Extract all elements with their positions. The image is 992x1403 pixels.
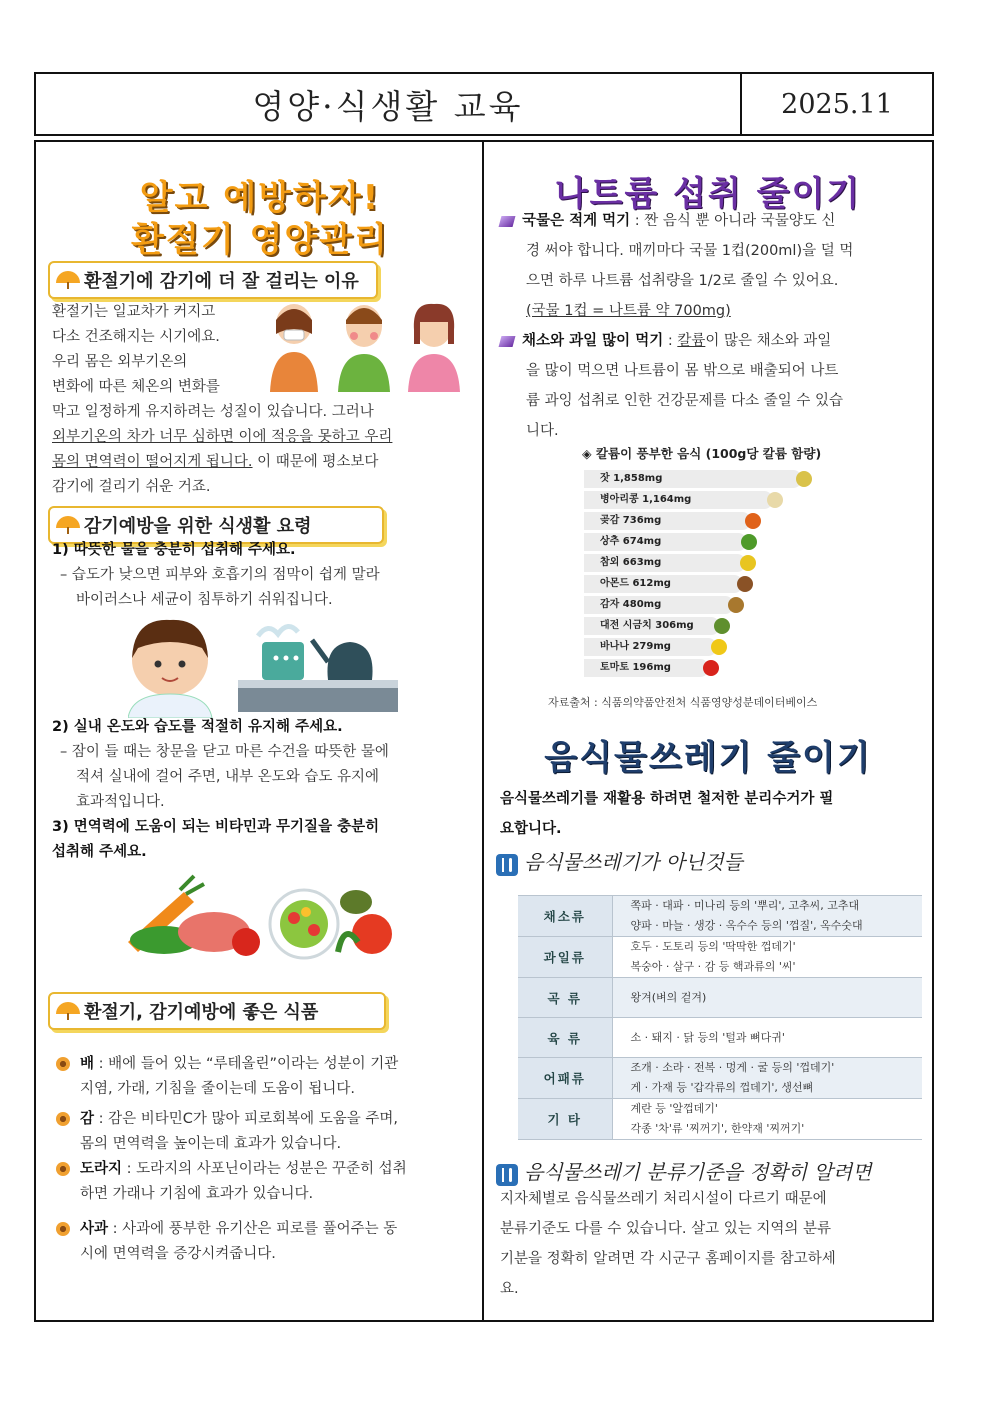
text-line: 환절기는 일교차가 커지고 xyxy=(52,304,216,320)
desc-line: 복숭아 · 살구 · 감 등 핵과류의 '씨' xyxy=(630,960,796,973)
table-desc xyxy=(612,1058,922,1099)
chart-food-marker xyxy=(711,639,727,655)
tip-text: 이 많은 채소와 과일 xyxy=(705,333,832,349)
table-desc xyxy=(612,978,922,1018)
food-name: 도라지 xyxy=(80,1161,123,1177)
food-desc-cont: 시에 면역력을 증강시켜줍니다. xyxy=(80,1246,276,1262)
text-line: – 습도가 낮으면 피부와 호흡기의 점막이 쉽게 말라 xyxy=(60,567,380,583)
chart-food-marker xyxy=(737,576,753,592)
left-title-line1: 알고 예방하자! xyxy=(139,178,381,218)
food-desc: : 도라지의 사포닌이라는 성분은 꾸준히 섭취 xyxy=(122,1161,407,1177)
chart-food-marker xyxy=(741,534,757,550)
tip-text: : 짠 음식 뿐 아니라 국물양도 신 xyxy=(630,213,836,229)
umbrella-icon xyxy=(56,271,80,289)
chart-bar: 참외 663mg xyxy=(584,554,746,572)
text-line: 지자체별로 음식물쓰레기 처리시설이 다르기 때문에 xyxy=(500,1191,827,1207)
sec1-body xyxy=(52,400,472,500)
chart-source: 자료출처 : 식품의약품안전처 식품영양성분데이터베이스 xyxy=(548,696,818,709)
desc-line: 양파 · 마늘 · 생강 · 옥수수 등의 '껍질', 옥수숫대 xyxy=(630,919,863,932)
waste-outro xyxy=(500,1184,920,1304)
cutlery-icon xyxy=(496,854,518,876)
sick-people-illustration xyxy=(262,300,468,392)
purple-bullet-icon xyxy=(499,216,516,227)
chart-bar: 상추 674mg xyxy=(584,533,747,551)
text-line: 분류기준도 다를 수 있습니다. 살고 있는 지역의 분류 xyxy=(500,1221,832,1237)
text-line: 니다. xyxy=(526,423,559,439)
table-category: 곡 류 xyxy=(518,978,612,1018)
tip3-title-cont: 섭취해 주세요. xyxy=(52,844,147,860)
chart-food-marker xyxy=(796,471,812,487)
sodium-tip-vegetables xyxy=(500,326,920,356)
desc-line: 계란 등 '알껍데기' xyxy=(630,1102,718,1115)
waste-subheading-criteria xyxy=(496,1156,872,1186)
subheading-label: 음식물쓰레기 분류기준을 정확히 알려면 xyxy=(524,1160,872,1184)
table-desc xyxy=(612,1018,922,1058)
flower-bullet-icon xyxy=(56,1222,70,1236)
text-line-underlined: 외부기온의 차가 너무 심하면 이에 적응을 못하고 우리 xyxy=(52,429,393,445)
food-desc-cont: 하면 가래나 기침에 효과가 있습니다. xyxy=(80,1186,314,1202)
text-line: 요합니다. xyxy=(500,821,562,837)
subheading-label: 음식물쓰레기가 아닌것들 xyxy=(524,850,743,874)
text-line: 음식물쓰레기를 재활용 하려면 철저한 분리수거가 필 xyxy=(500,791,834,807)
tip-label: 채소와 과일 많이 먹기 xyxy=(522,333,664,349)
table-category: 과일류 xyxy=(518,937,612,978)
page-header xyxy=(34,72,934,136)
tip2-block xyxy=(52,715,472,865)
chart-food-marker xyxy=(767,492,783,508)
text-line: 요. xyxy=(500,1281,519,1297)
table-row xyxy=(518,1018,922,1058)
desc-line: 호두 · 도토리 등의 '딱딱한 껍데기' xyxy=(630,940,796,953)
flower-bullet-icon xyxy=(56,1057,70,1071)
chart-food-marker xyxy=(745,513,761,529)
chart-bar: 곶감 736mg xyxy=(584,512,751,530)
text-line: 기분을 정확히 알려면 각 시군구 홈페이지를 참고하세 xyxy=(500,1251,836,1267)
food-name: 배 xyxy=(80,1056,95,1072)
text-span: 이 때문에 평소보다 xyxy=(252,454,379,470)
chart-food-marker xyxy=(714,618,730,634)
table-desc xyxy=(612,896,922,937)
text-line: 변화에 따른 체온의 변화를 xyxy=(52,379,220,395)
food-item-bellflower xyxy=(56,1157,472,1207)
sec1-intro xyxy=(52,300,292,400)
sodium-title: 나트륨 섭취 줄이기 xyxy=(554,174,862,214)
desc-line: 소 · 돼지 · 닭 등의 '털과 뼈다귀' xyxy=(630,1030,785,1044)
chart-food-marker xyxy=(703,660,719,676)
table-category: 채소류 xyxy=(518,896,612,937)
waste-intro xyxy=(500,784,920,844)
issue-date: 2025.11 xyxy=(781,88,893,120)
food-desc: : 배에 들어 있는 “루테올린”이라는 성분이 기관 xyxy=(94,1056,399,1072)
potassium-chart xyxy=(584,470,840,684)
tip3-title: 3) 면역력에 도움이 되는 비타민과 무기질을 충분히 xyxy=(52,819,380,835)
umbrella-icon xyxy=(56,1002,80,1020)
column-divider xyxy=(482,140,484,1322)
text-underlined: 몸의 면역력이 떨어지게 됩니다. xyxy=(52,454,253,470)
good-foods-list xyxy=(56,1052,472,1267)
chart-bar: 잣 1,858mg xyxy=(584,470,802,488)
chart-food-marker xyxy=(740,555,756,571)
desc-line: 왕겨(벼의 겉겨) xyxy=(630,990,707,1004)
chart-bar: 감자 480mg xyxy=(584,596,734,614)
flower-bullet-icon xyxy=(56,1162,70,1176)
desc-line: 조개 · 소라 · 전복 · 멍게 · 굴 등의 '껍데기' xyxy=(630,1061,835,1074)
text-line-underlined: (국물 1컵 = 나트륨 약 700mg) xyxy=(526,303,731,319)
section-heading-good-foods xyxy=(48,992,386,1030)
waste-subheading-not-waste xyxy=(496,846,743,876)
food-desc: : 사과에 풍부한 유기산은 피로를 풀어주는 동 xyxy=(108,1221,398,1237)
sodium-tips xyxy=(500,206,920,446)
desc-line: 게 · 가재 등 '갑각류의 껍데기', 생선뼈 xyxy=(630,1081,814,1094)
desc-line: 각종 '차'류 '찌꺼기', 한약재 '찌꺼기' xyxy=(630,1122,805,1135)
tip-label: 국물은 적게 먹기 xyxy=(522,213,631,229)
food-item-pear xyxy=(56,1052,472,1102)
text-line: 을 많이 먹으면 나트륨이 몸 밖으로 배출되어 나트 xyxy=(526,363,839,379)
text-line: 효과적입니다. xyxy=(76,794,165,810)
section-heading-label: 환절기, 감기예방에 좋은 식품 xyxy=(84,1002,319,1023)
food-item-persimmon xyxy=(56,1107,472,1157)
food-name: 감 xyxy=(80,1111,95,1127)
text-line: 감기에 걸리기 쉬운 거죠. xyxy=(52,479,211,495)
chart-bar: 바나나 279mg xyxy=(584,638,717,656)
tip1-title: 1) 따뜻한 물을 충분히 섭취해 주세요. xyxy=(52,542,296,558)
chart-bar: 대전 시금치 306mg xyxy=(584,617,720,635)
text-line: 막고 일정하게 유지하려는 성질이 있습니다. 그러나 xyxy=(52,404,374,420)
text-line: 적셔 실내에 걸어 주면, 내부 온도와 습도 유지에 xyxy=(76,769,380,785)
table-category: 어패류 xyxy=(518,1058,612,1099)
text-line: 우리 몸은 외부기온의 xyxy=(52,354,188,370)
text-line: 바이러스나 세균이 침투하기 쉬워집니다. xyxy=(76,592,333,608)
food-name: 사과 xyxy=(80,1221,109,1237)
tip-text: : xyxy=(663,333,678,349)
text-line: – 잠이 들 때는 창문을 닫고 마른 수건을 따뜻한 물에 xyxy=(60,744,389,760)
table-row xyxy=(518,937,922,978)
chart-bar: 아몬드 612mg xyxy=(584,575,743,593)
table-row xyxy=(518,1099,922,1140)
tip1-block xyxy=(52,538,472,613)
page-title: 영양·식생활 교육 xyxy=(36,74,742,134)
purple-bullet-icon xyxy=(499,336,516,347)
table-desc xyxy=(612,937,922,978)
chart-bar: 토마토 196mg xyxy=(584,659,709,677)
text-line: 다소 건조해지는 시기에요. xyxy=(52,329,220,345)
table-category: 기 타 xyxy=(518,1099,612,1140)
text-line xyxy=(52,450,472,475)
umbrella-icon xyxy=(56,516,80,534)
text-line: 으면 하루 나트륨 섭취량을 1/2로 줄일 수 있어요. xyxy=(526,273,839,289)
food-desc-cont: 몸의 면역력을 높이는데 효과가 있습니다. xyxy=(80,1136,342,1152)
tip2-title: 2) 실내 온도와 습도를 적절히 유지해 주세요. xyxy=(52,719,343,735)
section-heading-label: 환절기에 감기에 더 잘 걸리는 이유 xyxy=(84,271,359,292)
desc-line: 쪽파 · 대파 · 미나리 등의 '뿌리', 고추씨, 고추대 xyxy=(630,899,860,912)
chart-title: ◈ 칼륨이 풍부한 음식 (100g당 칼륨 함량) xyxy=(582,446,822,461)
text-line: 경 써야 합니다. 매끼마다 국물 1컵(200ml)을 덜 먹 xyxy=(526,243,854,259)
potassium-term: 칼륨 xyxy=(677,333,706,349)
text-line: 륨 과잉 섭취로 인한 건강문제를 다소 줄일 수 있습 xyxy=(526,393,844,409)
food-desc-cont: 지염, 가래, 기침을 줄이는데 도움이 됩니다. xyxy=(80,1081,355,1097)
table-row xyxy=(518,1058,922,1099)
waste-table xyxy=(518,895,922,1140)
left-title-line2: 환절기 영양관리 xyxy=(131,220,389,260)
doctor-kettle-illustration xyxy=(128,618,400,718)
cutlery-icon xyxy=(496,1164,518,1186)
sodium-tip-soup xyxy=(500,206,920,236)
food-waste-title: 음식물쓰레기 줄이기 xyxy=(544,738,872,778)
section-heading-cold-reasons xyxy=(48,261,378,299)
food-desc: : 감은 비타민C가 많아 피로회복에 도움을 주며, xyxy=(94,1111,399,1127)
vegetables-illustration xyxy=(124,872,394,960)
flower-bullet-icon xyxy=(56,1112,70,1126)
section-heading-label: 감기예방을 위한 식생활 요령 xyxy=(84,516,312,537)
food-item-apple xyxy=(56,1217,472,1267)
chart-bar: 병아리콩 1,164mg xyxy=(584,491,773,509)
table-desc xyxy=(612,1099,922,1140)
chart-food-marker xyxy=(728,597,744,613)
table-row xyxy=(518,896,922,937)
table-row xyxy=(518,978,922,1018)
table-category: 육 류 xyxy=(518,1018,612,1058)
